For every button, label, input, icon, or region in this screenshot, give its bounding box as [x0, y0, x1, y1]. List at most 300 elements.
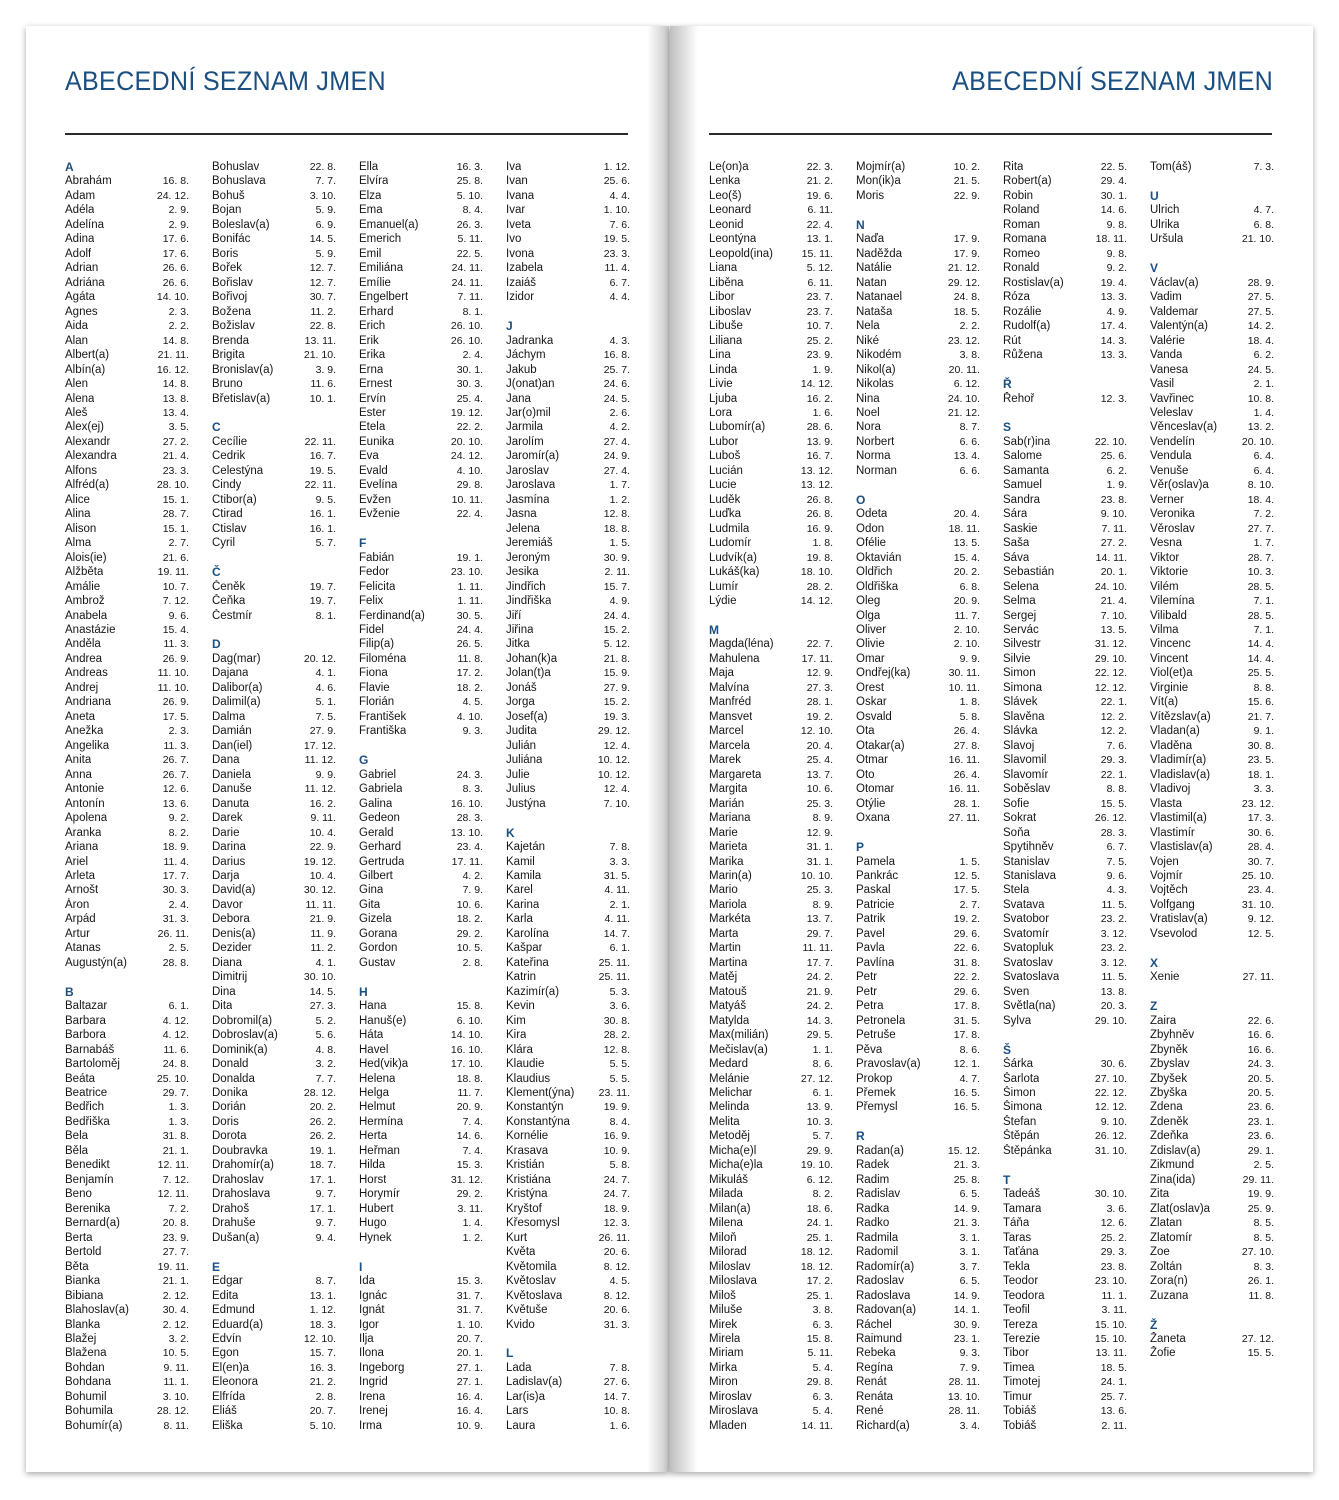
name-entry — [212, 985, 336, 999]
name-day-date: 11. 11. — [802, 942, 833, 955]
name-entry — [709, 652, 833, 666]
name-text: Andriana — [65, 696, 112, 709]
name-entry — [212, 855, 336, 869]
name-entry — [212, 1303, 336, 1317]
name-text: Marieta — [709, 841, 748, 854]
name-entry — [709, 1346, 833, 1360]
name-day-date: 8. 3. — [1253, 1260, 1274, 1273]
name-day-date: 6. 6. — [959, 435, 980, 448]
name-day-date: 28. 10. — [156, 479, 189, 492]
name-day-date: 14. 5. — [309, 233, 336, 246]
name-day-date: 8. 6. — [959, 1043, 980, 1056]
name-day-date: 2. 5. — [168, 942, 189, 955]
name-entry — [65, 840, 189, 854]
name-text: Bronislav(a) — [212, 363, 274, 376]
name-text: Čeňka — [212, 595, 246, 608]
name-text: Dina — [212, 985, 236, 998]
name-entry — [212, 1346, 336, 1360]
name-entry — [856, 565, 980, 579]
name-text: Boleslav(a) — [212, 218, 270, 231]
name-day-date: 24. 7. — [603, 1188, 630, 1201]
name-text: Miriam — [709, 1347, 744, 1360]
name-entry — [856, 956, 980, 970]
name-entry — [359, 507, 483, 521]
name-entry — [856, 348, 980, 362]
name-text: Bořek — [212, 262, 243, 275]
name-entry — [856, 1375, 980, 1389]
name-entry — [1150, 507, 1274, 521]
name-entry — [65, 276, 189, 290]
name-text: Dominik(a) — [212, 1043, 268, 1056]
name-day-date: 23. 8. — [1100, 1260, 1127, 1273]
name-entry — [359, 247, 483, 261]
name-entry — [359, 363, 483, 377]
name-entry — [506, 1231, 630, 1245]
name-text: Milorad — [709, 1246, 747, 1259]
name-text: Oleg — [856, 595, 881, 608]
name-day-date: 11. 9. — [310, 927, 336, 940]
name-entry — [506, 681, 630, 695]
name-entry — [359, 1419, 483, 1433]
name-text: Fedor — [359, 566, 390, 579]
name-entry — [359, 782, 483, 796]
name-entry — [506, 1144, 630, 1158]
name-entry — [65, 855, 189, 869]
name-entry — [1150, 912, 1274, 926]
name-text: Bibiana — [65, 1289, 104, 1302]
name-text: Adelína — [65, 218, 105, 231]
name-day-date: 31. 12. — [450, 1173, 483, 1186]
name-entry — [1150, 826, 1274, 840]
name-text: Ervín — [359, 392, 386, 405]
name-entry — [212, 232, 336, 246]
name-day-date: 8. 3. — [462, 783, 483, 796]
name-text: Břetislav(a) — [212, 392, 271, 405]
name-text: Róza — [1003, 291, 1030, 304]
name-text: Adam — [65, 189, 96, 202]
name-day-date: 7. 9. — [462, 884, 483, 897]
name-entry — [65, 768, 189, 782]
name-text: Libor — [709, 291, 735, 304]
name-entry — [1150, 1202, 1274, 1216]
name-day-date: 23. 6. — [1247, 1130, 1274, 1143]
name-day-date: 7. 7. — [315, 1072, 336, 1085]
name-day-date: 18. 8. — [603, 522, 630, 535]
name-text: Klement(ýna) — [506, 1087, 575, 1099]
name-day-date: 6. 3. — [812, 1390, 833, 1403]
name-column — [1150, 160, 1274, 1433]
name-day-date: 8. 2. — [812, 1188, 833, 1201]
name-entry — [65, 319, 189, 333]
name-day-date: 20. 11. — [948, 363, 980, 376]
name-entry — [212, 348, 336, 362]
name-text: Radovan(a) — [856, 1304, 917, 1317]
name-day-date: 30. 10. — [1094, 1188, 1127, 1201]
name-text: Květuše — [506, 1304, 548, 1317]
name-text: Eleonora — [212, 1376, 259, 1389]
name-text: Tom(áš) — [1150, 161, 1192, 173]
name-day-date: 31. 1. — [806, 841, 833, 854]
name-text: Bonifác — [212, 233, 251, 246]
name-day-date: 26. 8. — [806, 508, 833, 521]
name-day-date: 9. 9. — [959, 652, 980, 665]
name-text: Paskal — [856, 884, 891, 897]
name-entry — [856, 435, 980, 449]
name-day-date: 6. 12. — [953, 378, 980, 391]
name-text: Eunika — [359, 435, 395, 448]
name-entry — [856, 941, 980, 955]
name-text: Irena — [359, 1390, 386, 1403]
name-entry — [1150, 348, 1274, 362]
name-text: Teofil — [1003, 1304, 1030, 1317]
name-entry — [1150, 377, 1274, 391]
name-day-date: 17. 5. — [953, 884, 980, 897]
name-entry — [709, 1100, 833, 1114]
name-entry — [65, 232, 189, 246]
name-text: Liliana — [709, 334, 743, 347]
name-day-date: 25. 8. — [953, 1173, 980, 1186]
name-text: Rebeka — [856, 1347, 896, 1360]
name-entry — [856, 1274, 980, 1288]
name-entry — [1150, 1043, 1274, 1057]
name-day-date: 26. 7. — [162, 768, 189, 781]
name-text: Katrin — [506, 971, 537, 984]
name-entry — [709, 941, 833, 955]
name-day-date: 6. 3. — [812, 1318, 833, 1331]
name-entry — [359, 912, 483, 926]
name-day-date: 13. 4. — [953, 450, 980, 463]
name-entry — [1150, 782, 1274, 796]
name-entry — [1150, 1289, 1274, 1303]
name-text: Le(on)a — [709, 161, 749, 173]
name-day-date: 16. 9. — [603, 1130, 630, 1143]
name-entry — [1003, 1260, 1127, 1274]
name-text: Zlatan — [1150, 1217, 1182, 1230]
name-entry — [506, 565, 630, 579]
name-day-date: 31. 5. — [953, 1014, 980, 1027]
name-entry — [1003, 522, 1127, 536]
name-day-date: 19. 1. — [309, 1144, 336, 1157]
name-entry — [65, 189, 189, 203]
name-entry — [212, 1028, 336, 1042]
name-text: Lubomír(a) — [709, 421, 766, 434]
name-entry — [1150, 305, 1274, 319]
name-day-date: 13. 12. — [800, 479, 833, 492]
name-text: Gedeon — [359, 812, 400, 825]
name-day-date: 25. 10. — [156, 1072, 189, 1085]
name-entry — [212, 594, 336, 608]
name-text: Dana — [212, 754, 240, 767]
name-entry — [65, 666, 189, 680]
name-text: Bohuslava — [212, 175, 266, 188]
name-text: Alen — [65, 378, 89, 391]
name-text: Igor — [359, 1318, 379, 1331]
name-day-date: 3. 8. — [959, 349, 980, 362]
name-day-date: 28. 3. — [456, 812, 483, 825]
name-entry — [212, 1289, 336, 1303]
name-text: Vladěna — [1150, 739, 1193, 752]
spacer-row — [1150, 174, 1274, 188]
name-text: Kristýna — [506, 1188, 548, 1201]
name-text: Ariana — [65, 841, 99, 854]
name-entry — [1150, 290, 1274, 304]
name-entry — [506, 276, 630, 290]
name-text: Naďa — [856, 233, 885, 246]
name-entry — [212, 941, 336, 955]
name-entry — [856, 898, 980, 912]
name-text: Lora — [709, 406, 733, 419]
name-text: Havel — [359, 1043, 389, 1056]
name-text: Vasil — [1150, 378, 1175, 391]
name-text: Felix — [359, 595, 384, 608]
name-day-date: 17. 7. — [806, 956, 833, 969]
name-entry — [65, 623, 189, 637]
name-text: Patricie — [856, 898, 895, 911]
name-day-date: 13. 12. — [800, 464, 833, 477]
name-entry — [212, 1100, 336, 1114]
spacer-row — [856, 478, 980, 492]
name-text: Gizela — [359, 913, 392, 926]
name-text: Fidel — [359, 624, 384, 636]
name-day-date: 24. 12. — [156, 189, 189, 202]
name-entry — [359, 1202, 483, 1216]
spacer-row — [1003, 1158, 1127, 1172]
name-entry — [65, 1202, 189, 1216]
name-day-date: 13. 7. — [806, 768, 833, 781]
name-text: J(onat)an — [506, 378, 555, 391]
name-entry — [856, 232, 980, 246]
name-entry — [709, 927, 833, 941]
name-text: Barbara — [65, 1014, 106, 1027]
name-day-date: 22. 9. — [953, 189, 980, 202]
name-day-date: 6. 12. — [806, 1173, 833, 1186]
name-text: Božislav — [212, 320, 255, 333]
name-text: Laura — [506, 1419, 536, 1432]
name-day-date: 2. 1. — [1253, 378, 1274, 391]
name-entry — [506, 985, 630, 999]
name-text: Emerich — [359, 233, 402, 246]
name-entry — [709, 956, 833, 970]
name-day-date: 3. 3. — [609, 855, 630, 868]
name-day-date: 5. 11. — [807, 1347, 833, 1360]
name-text: Pavel — [856, 927, 885, 940]
name-day-date: 12. 6. — [162, 783, 189, 796]
name-text: Liběna — [709, 276, 744, 289]
name-day-date: 4. 7. — [1253, 204, 1274, 217]
name-day-date: 25. 11. — [598, 956, 630, 969]
name-entry — [506, 377, 630, 391]
name-text: Ida — [359, 1275, 375, 1288]
name-entry — [1003, 869, 1127, 883]
name-day-date: 7. 7. — [315, 175, 336, 188]
name-text: Vilibald — [1150, 609, 1187, 622]
name-text: Evžen — [359, 493, 391, 506]
name-text: Cyril — [212, 537, 235, 550]
name-text: Pamela — [856, 855, 895, 868]
name-text: Melánie — [709, 1072, 750, 1085]
name-day-date: 15. 2. — [603, 696, 630, 709]
name-text: Ignát — [359, 1304, 385, 1317]
name-day-date: 2. 7. — [959, 898, 980, 911]
name-day-date: 16. 8. — [603, 349, 630, 362]
name-day-date: 7. 1. — [1253, 624, 1274, 636]
name-day-date: 21. 4. — [162, 450, 189, 463]
letter-heading: A — [65, 160, 74, 174]
name-entry — [359, 927, 483, 941]
name-day-date: 19. 5. — [603, 233, 630, 246]
name-text: Emílie — [359, 276, 391, 289]
name-day-date: 13. 11. — [304, 334, 336, 347]
name-day-date: 5. 4. — [812, 1361, 833, 1374]
name-entry — [1150, 681, 1274, 695]
name-day-date: 5. 2. — [315, 1014, 336, 1027]
name-text: Timur — [1003, 1390, 1032, 1403]
name-text: René — [856, 1405, 884, 1418]
name-entry — [359, 623, 483, 637]
name-day-date: 29. 12. — [947, 276, 980, 289]
name-entry — [359, 348, 483, 362]
name-day-date: 6. 1. — [812, 1087, 833, 1099]
name-entry — [856, 1404, 980, 1418]
name-text: Táňa — [1003, 1217, 1030, 1230]
name-text: Albín(a) — [65, 363, 106, 376]
name-day-date: 22. 12. — [1094, 1087, 1127, 1099]
name-day-date: 26. 12. — [1094, 812, 1127, 825]
name-day-date: 21. 2. — [309, 1376, 336, 1389]
name-entry — [709, 883, 833, 897]
name-text: Benedikt — [65, 1159, 110, 1172]
name-day-date: 30. 7. — [309, 291, 336, 304]
name-day-date: 25. 1. — [806, 1231, 833, 1244]
name-entry — [709, 363, 833, 377]
name-day-date: 10. 3. — [1247, 566, 1274, 579]
name-day-date: 10. 9. — [603, 1144, 630, 1157]
name-day-date: 23. 2. — [1100, 913, 1127, 926]
name-text: Simon — [1003, 667, 1036, 680]
name-text: Jiřina — [506, 624, 534, 636]
name-entry — [856, 276, 980, 290]
name-day-date: 2. 9. — [168, 204, 189, 217]
name-entry — [65, 1361, 189, 1375]
name-text: Cindy — [212, 479, 242, 492]
name-entry — [709, 797, 833, 811]
name-entry — [212, 536, 336, 550]
name-text: Šimona — [1003, 1101, 1042, 1114]
name-text: Mansvet — [709, 710, 753, 723]
letter-heading: O — [856, 492, 866, 507]
name-entry — [709, 782, 833, 796]
name-text: Egon — [212, 1347, 239, 1360]
name-day-date: 9. 11. — [310, 812, 336, 825]
name-entry — [709, 1173, 833, 1187]
name-entry — [709, 811, 833, 825]
name-entry — [856, 406, 980, 420]
name-day-date: 26. 9. — [162, 652, 189, 665]
name-text: Hana — [359, 1000, 387, 1013]
name-day-date: 2. 1. — [609, 898, 630, 911]
name-day-date: 27. 8. — [953, 739, 980, 752]
name-entry — [212, 927, 336, 941]
name-entry — [65, 478, 189, 492]
name-day-date: 26. 3. — [456, 218, 483, 231]
name-text: Stanislav — [1003, 855, 1050, 868]
name-text: Kurt — [506, 1231, 528, 1244]
name-day-date: 12. 1. — [953, 1058, 980, 1071]
name-entry — [856, 623, 980, 637]
name-day-date: 1. 5. — [959, 855, 980, 868]
name-entry — [856, 1390, 980, 1404]
name-text: Lar(is)a — [506, 1390, 545, 1403]
name-entry — [1150, 1216, 1274, 1230]
name-entry — [1003, 753, 1127, 767]
name-entry — [506, 695, 630, 709]
name-day-date: 21. 10. — [1241, 233, 1274, 246]
spacer-row — [506, 1332, 630, 1346]
name-day-date: 1. 2. — [609, 493, 630, 506]
name-entry — [1003, 435, 1127, 449]
name-day-date: 20. 2. — [953, 566, 980, 579]
name-day-date: 2. 12. — [162, 1289, 189, 1302]
name-entry — [709, 1158, 833, 1172]
name-entry — [212, 1231, 336, 1245]
name-day-date: 30. 3. — [456, 378, 483, 391]
name-day-date: 27. 6. — [603, 1376, 630, 1389]
name-day-date: 26. 2. — [309, 1130, 336, 1143]
name-text: Zlat(oslav)a — [1150, 1202, 1211, 1215]
name-entry — [1150, 695, 1274, 709]
name-text: Timea — [1003, 1361, 1035, 1374]
name-day-date: 15. 4. — [162, 624, 189, 636]
name-text: Helmut — [359, 1101, 396, 1114]
name-entry — [65, 652, 189, 666]
name-day-date: 20. 8. — [162, 1217, 189, 1230]
name-text: Jasmína — [506, 493, 550, 506]
name-day-date: 16. 6. — [1247, 1029, 1274, 1042]
name-day-date: 9. 11. — [163, 1361, 189, 1374]
name-text: Dušan(a) — [212, 1231, 260, 1244]
name-entry — [65, 1260, 189, 1274]
name-text: Tadeáš — [1003, 1188, 1041, 1201]
name-entry — [65, 1129, 189, 1143]
name-text: Etela — [359, 421, 386, 434]
name-text: Otmar — [856, 754, 888, 767]
name-day-date: 11. 8. — [1248, 1289, 1274, 1302]
name-entry — [65, 956, 189, 970]
name-day-date: 17. 4. — [1100, 320, 1127, 333]
spacer-row — [709, 609, 833, 623]
name-text: Richard(a) — [856, 1419, 910, 1432]
name-text: Romeo — [1003, 247, 1041, 260]
name-entry — [856, 710, 980, 724]
name-entry — [1003, 1129, 1127, 1143]
name-day-date: 16. 10. — [450, 1043, 483, 1056]
name-text: Agáta — [65, 291, 96, 304]
name-day-date: 24. 3. — [1247, 1058, 1274, 1071]
name-text: Evald — [359, 464, 388, 477]
name-day-date: 16. 5. — [953, 1087, 980, 1099]
name-day-date: 20. 1. — [1100, 566, 1127, 579]
name-text: Kristián — [506, 1159, 545, 1172]
name-entry — [506, 1086, 630, 1100]
name-entry — [1003, 203, 1127, 217]
name-text: Odon — [856, 522, 885, 535]
name-day-date: 20. 9. — [953, 595, 980, 608]
name-day-date: 16. 1. — [309, 522, 336, 535]
name-entry — [856, 797, 980, 811]
name-entry — [1003, 695, 1127, 709]
name-text: Julián — [506, 739, 537, 752]
name-entry — [1150, 811, 1274, 825]
